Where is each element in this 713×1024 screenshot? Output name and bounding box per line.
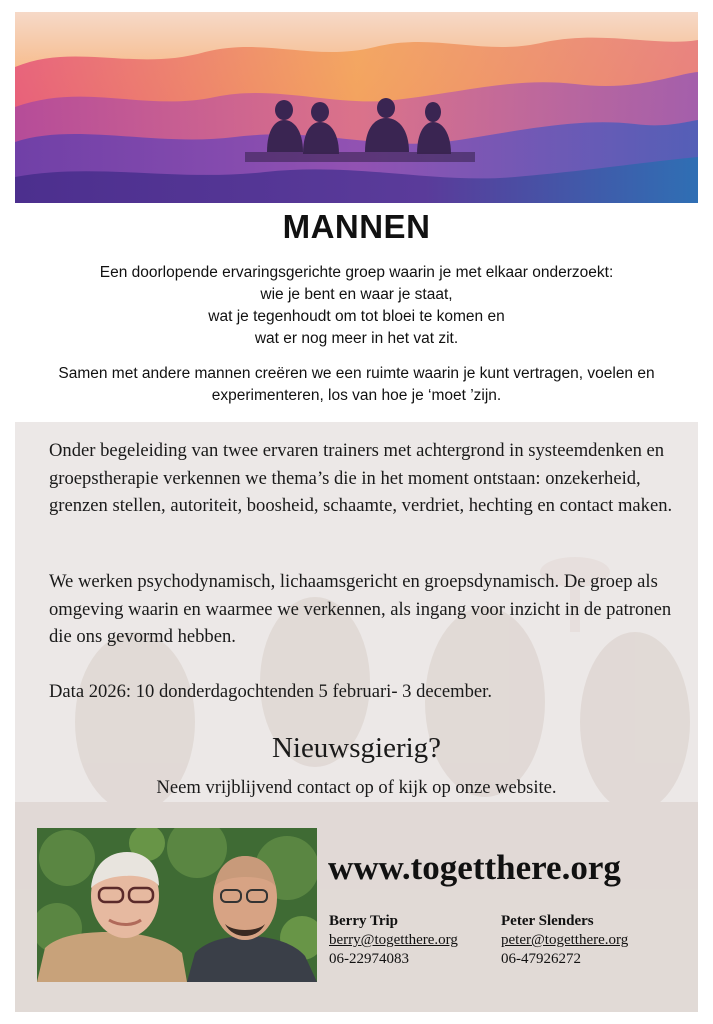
contact-text: Neem vrijblijvend contact op of kijk op onze website. (156, 777, 557, 798)
intro-line: wie je bent en waar je staat, (260, 286, 453, 303)
contact-phone: 06-47926272 (501, 951, 581, 967)
contact-phone: 06-22974083 (329, 951, 409, 967)
dates-line: Data 2026: 10 donderdagochtenden 5 februari- 3 december. (49, 681, 492, 702)
contact-berry (329, 912, 458, 969)
contact-peter (501, 912, 628, 969)
page-title: MANNEN (282, 208, 431, 245)
contact-name: Berry Trip (329, 913, 399, 929)
intro-line: wat er nog meer in het vat zit. (254, 330, 459, 347)
trainers-photo (37, 828, 317, 982)
intro-line: wat je tegenhoudt om tot bloei te komen en (208, 308, 505, 325)
trainers-photo-illustration (37, 828, 317, 982)
curious-heading: Nieuwsgierig? (271, 732, 442, 764)
intro-text (20, 262, 693, 350)
contact-email-link[interactable]: peter@togetthere.org (501, 932, 629, 948)
website-link[interactable]: www.togetthere.org (328, 848, 621, 887)
approach-paragraph: We werken psychodynamisch, lichaamsgericht en groepsdynamisch. De groep als omgeving waarin en waarmee we verkennen, als ingang voor inzicht in de patronen die ons gevormd hebben. (49, 571, 672, 647)
content-panel (15, 422, 698, 1012)
intro-line: Een doorlopende ervaringsgerichte groep waarin je met elkaar onderzoekt: (99, 264, 614, 281)
mountain-sunset-illustration (15, 12, 698, 203)
description-paragraph: Onder begeleiding van twee ervaren trainers met achtergrond in systeemdenken en groepstherapie verkennen we thema’s die in het moment ontstaan: onzekerheid, grenzen stellen, autoriteit, boosheid, schaamte, verdriet, hechting en contact maken. (49, 440, 673, 516)
samen-text: Samen met andere mannen creëren we een ruimte waarin je kunt vertragen, voelen en experimenteren, los van hoe je ‘moet ’zijn. (58, 365, 655, 404)
contact-email-link[interactable]: berry@togetthere.org (329, 932, 458, 948)
hero-illustration (15, 12, 698, 203)
contact-name: Peter Slenders (501, 913, 594, 929)
